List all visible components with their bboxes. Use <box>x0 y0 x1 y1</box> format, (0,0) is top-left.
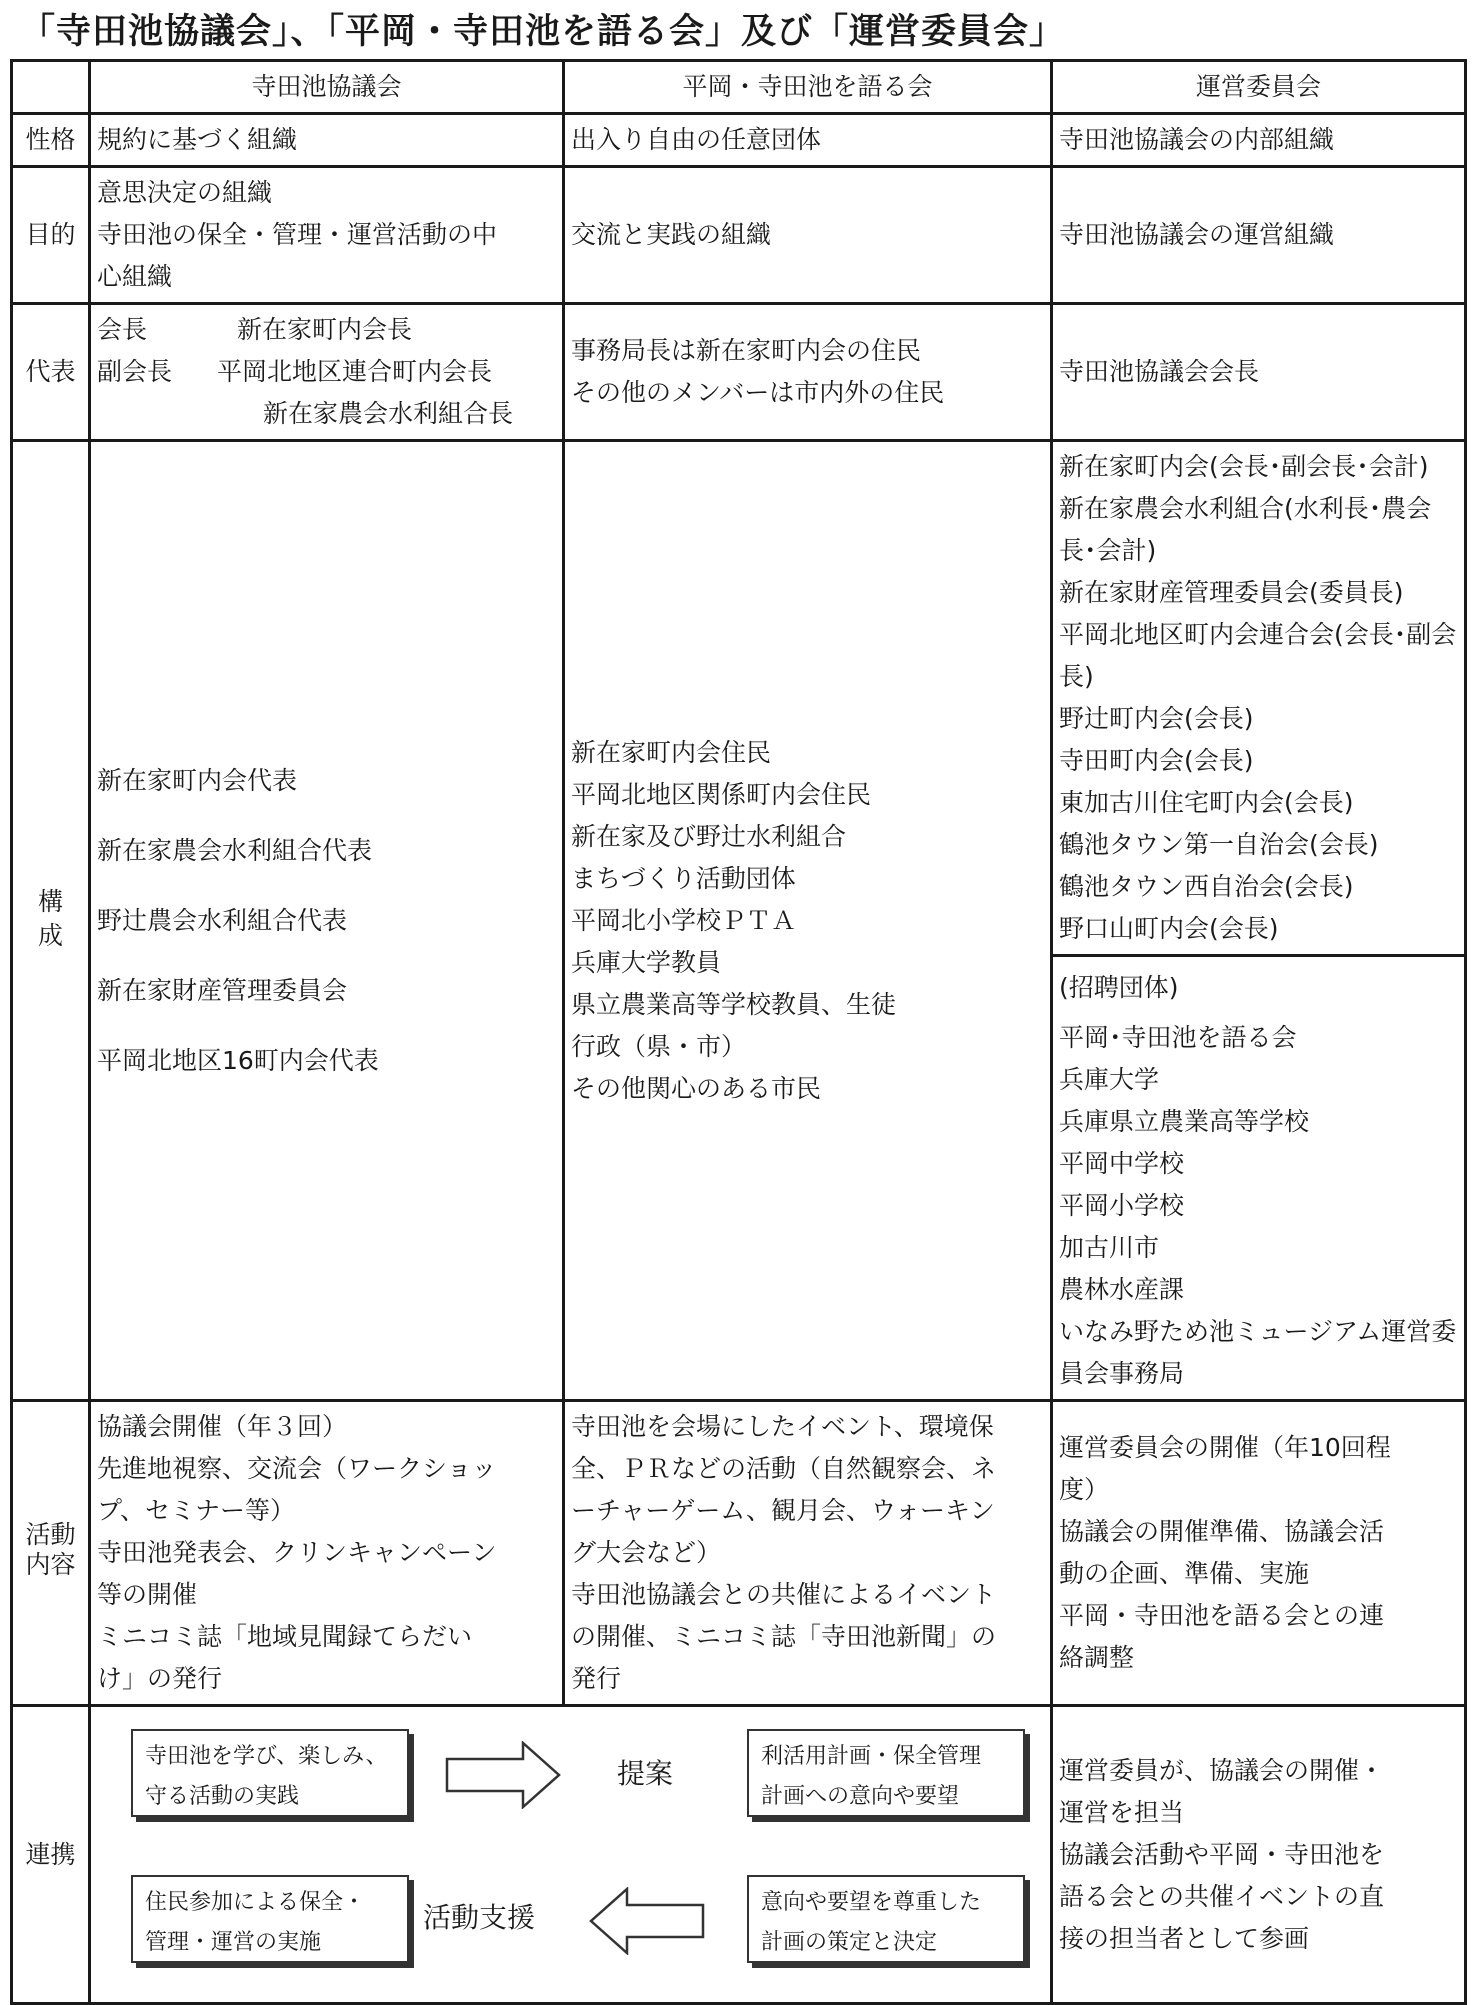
row-katsudo <box>12 1401 1466 1706</box>
list-item: 野辻町内会(会長) <box>1059 704 1254 733</box>
text-line: 行政（県・市） <box>571 1031 747 1061</box>
role-name: 平岡北地区連合町内会長 <box>217 357 493 386</box>
list-item: 野口山町内会(会長) <box>1059 914 1279 943</box>
box-line: 住民参加による保全・ <box>145 1890 366 1915</box>
row-label-text: 構成 <box>38 886 64 950</box>
row-kosei <box>12 441 1466 956</box>
list-item: 新在家財産管理委員会(委員長) <box>1059 578 1404 607</box>
cell-lines <box>564 441 1052 1401</box>
conservation-box <box>131 1875 409 1963</box>
text-line: の開催、ミニコミ誌「寺田池新聞」の <box>571 1622 997 1651</box>
cell-lines <box>564 1401 1052 1706</box>
row-label: 連携 <box>12 1706 90 2004</box>
text-line: 発行 <box>571 1664 622 1693</box>
text-line: 運営委員が、協議会の開催・ <box>1059 1755 1385 1785</box>
text-line: 心組織 <box>97 262 173 291</box>
text-line: 野辻農会水利組合代表 <box>97 905 348 935</box>
text-line: 新在家町内会住民 <box>571 737 772 767</box>
invited-list <box>1052 956 1466 1401</box>
text-line: その他のメンバーは市内外の住民 <box>571 378 945 407</box>
text-line: グ大会など） <box>571 1538 722 1567</box>
cell-text: 規約に基づく組織 <box>90 114 564 167</box>
text-line: 事務局長は新在家町内会の住民 <box>571 336 922 365</box>
box-line: 計画への意向や要望 <box>761 1784 960 1809</box>
column-header: 寺田池協議会 <box>90 61 564 114</box>
text-line: 寺田池発表会、クリンキャンペーン <box>97 1538 497 1567</box>
text-line: 先進地視察、交流会（ワークショッ <box>97 1454 497 1483</box>
role-label: 副会長 <box>97 357 173 386</box>
corner-cell <box>12 61 90 114</box>
text-line: 協議会活動や平岡・寺田池を <box>1059 1839 1385 1869</box>
cell-text: 出入り自由の任意団体 <box>564 114 1052 167</box>
row-label: 目的 <box>12 167 90 304</box>
text-line: 接の担当者として参画 <box>1059 1923 1310 1953</box>
text-line: 全、ＰＲなどの活動（自然観察会、ネ <box>571 1454 997 1483</box>
list-item: 新在家農会水利組合(水利長･農会長･会計) <box>1059 494 1432 565</box>
support-label: 活動支援 <box>423 1901 536 1934</box>
cell-lines <box>90 441 564 1401</box>
row-label-text: 活動内容 <box>25 1520 76 1579</box>
practice-box <box>131 1729 409 1817</box>
list-item: 兵庫大学 <box>1059 1065 1160 1094</box>
text-line: 平岡北小学校ＰＴＡ <box>571 905 797 935</box>
row-label <box>12 441 90 1401</box>
text-line: 県立農業高等学校教員、生徒 <box>571 989 897 1019</box>
list-item: 鶴池タウン西自治会(会長) <box>1059 872 1354 901</box>
cell-lines <box>1052 1706 1466 2004</box>
header-row <box>12 61 1466 114</box>
renkei-diagram-cell <box>90 1706 1052 2004</box>
cell-lines <box>90 1401 564 1706</box>
list-item: 加古川市 <box>1059 1233 1160 1262</box>
list-item: 東加古川住宅町内会(会長) <box>1059 788 1354 817</box>
row-label: 性格 <box>12 114 90 167</box>
list-item: 兵庫県立農業高等学校 <box>1059 1107 1310 1136</box>
member-list <box>1052 441 1466 956</box>
right-arrow-icon <box>445 1741 561 1809</box>
box-line: 守る活動の実践 <box>145 1784 300 1809</box>
box-line: 管理・運営の実施 <box>145 1930 322 1955</box>
column-header: 運営委員会 <box>1052 61 1466 114</box>
wishes-box <box>747 1729 1025 1817</box>
role-label: 会長 <box>97 315 148 344</box>
plan-box <box>747 1875 1025 1963</box>
list-item: 平岡北地区町内会連合会(会長･副会長) <box>1059 620 1457 691</box>
row-label: 代表 <box>12 304 90 441</box>
left-arrow-icon <box>589 1887 705 1955</box>
text-line: 新在家町内会代表 <box>97 765 298 795</box>
text-line: 新在家農会水利組合代表 <box>97 835 373 865</box>
row-renkei <box>12 1706 1466 2004</box>
text-line <box>97 351 556 393</box>
text-line: 度） <box>1059 1475 1110 1504</box>
role-name: 新在家町内会長 <box>237 315 413 344</box>
cell-lines <box>90 304 564 441</box>
text-line: 平岡北地区16町内会代表 <box>97 1045 379 1075</box>
list-item: 平岡小学校 <box>1059 1191 1185 1220</box>
text-line: 平岡・寺田池を語る会との連 <box>1059 1601 1385 1630</box>
text-line: ーチャーゲーム、観月会、ウォーキン <box>571 1496 995 1525</box>
text-line: け」の発行 <box>97 1664 223 1693</box>
box-line: 計画の策定と決定 <box>761 1930 938 1955</box>
cell-lines <box>1052 1401 1466 1706</box>
text-line: 意思決定の組織 <box>97 178 273 207</box>
text-line <box>97 309 556 351</box>
renkei-diagram <box>91 1707 1050 1997</box>
text-line: ミニコミ誌「地域見聞録てらだい <box>97 1622 473 1651</box>
list-item: 新在家町内会(会長･副会長･会計) <box>1059 452 1429 481</box>
text-line: 動の企画、準備、実施 <box>1059 1559 1310 1588</box>
cell-text: 寺田池協議会の運営組織 <box>1052 167 1466 304</box>
text-line: プ、セミナー等） <box>97 1496 296 1525</box>
role-name: 新在家農会水利組合長 <box>263 399 514 428</box>
text-line: 運営委員会の開催（年10回程 <box>1059 1433 1391 1462</box>
row-daihyo <box>12 304 1466 441</box>
list-item: 農林水産課 <box>1059 1275 1185 1304</box>
list-heading: (招聘団体) <box>1059 973 1179 1002</box>
text-line: 等の開催 <box>97 1580 198 1609</box>
text-line: 新在家及び野辻水利組合 <box>571 821 847 851</box>
list-item: 鶴池タウン第一自治会(会長) <box>1059 830 1379 859</box>
text-line: 絡調整 <box>1059 1643 1135 1672</box>
column-header: 平岡・寺田池を語る会 <box>564 61 1052 114</box>
proposal-label: 提案 <box>617 1757 674 1790</box>
row-label <box>12 1401 90 1706</box>
text-line: 寺田池協議会との共催によるイベント <box>571 1580 997 1609</box>
text-line: その他関心のある市民 <box>571 1073 822 1103</box>
text-line: 語る会との共催イベントの直 <box>1059 1881 1385 1911</box>
list-item: いなみ野ため池ミュージアム運営委員会事務局 <box>1059 1317 1457 1388</box>
list-item: 平岡中学校 <box>1059 1149 1185 1178</box>
box-line: 意向や要望を尊重した <box>761 1890 982 1915</box>
list-item: 平岡･寺田池を語る会 <box>1059 1023 1297 1052</box>
cell-text: 交流と実践の組織 <box>564 167 1052 304</box>
text-line <box>97 393 556 435</box>
cell-lines <box>564 304 1052 441</box>
cell-text: 寺田池協議会の内部組織 <box>1052 114 1466 167</box>
text-line: 平岡北地区関係町内会住民 <box>571 779 872 809</box>
text-line: 兵庫大学教員 <box>571 947 722 977</box>
text-line: まちづくり活動団体 <box>571 863 796 893</box>
text-line: 寺田池を会場にしたイベント、環境保 <box>571 1412 994 1441</box>
text-line: 協議会開催（年３回） <box>97 1412 348 1441</box>
text-line: 運営を担当 <box>1059 1797 1185 1827</box>
cell-lines <box>90 167 564 304</box>
text-line: 協議会の開催準備、協議会活 <box>1059 1517 1385 1546</box>
box-line: 利活用計画・保全管理 <box>761 1744 982 1769</box>
text-line: 寺田池の保全・管理・運営活動の中 <box>97 220 498 249</box>
row-seikaku <box>12 114 1466 167</box>
list-item: 寺田町内会(会長) <box>1059 746 1254 775</box>
row-mokuteki <box>12 167 1466 304</box>
comparison-table <box>10 59 1467 2005</box>
box-line: 寺田池を学び、楽しみ、 <box>145 1744 388 1769</box>
text-line: 新在家財産管理委員会 <box>97 975 348 1005</box>
cell-text: 寺田池協議会会長 <box>1052 304 1466 441</box>
document-title: 「寺田池協議会」、「平岡・寺田池を語る会」及び「運営委員会」 <box>20 12 1066 52</box>
